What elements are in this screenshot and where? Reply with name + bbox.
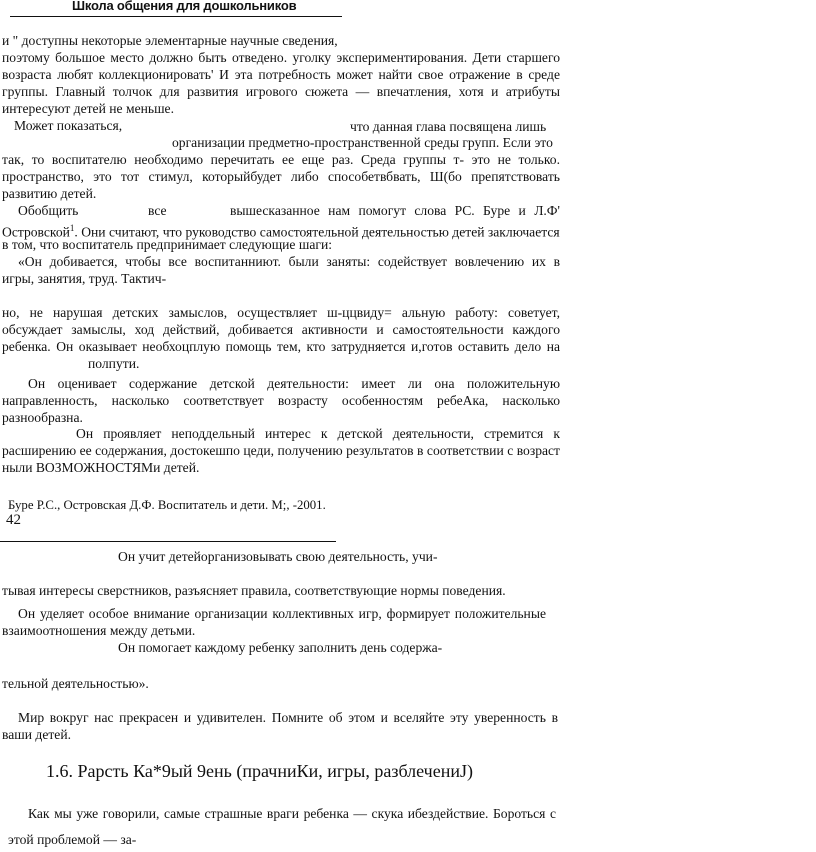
running-header [10, 0, 342, 17]
text-line: тывая интересы сверстников, разъясняет правила, соответствующие нормы поведения. [2, 583, 506, 598]
text-line: взаимоотношения между детьми. [2, 623, 196, 638]
text-line: Мир вокруг нас прекрасен и удивителен. Помните об этом и вселяйте эту уверенность в [18, 710, 558, 725]
text-line: группы. Главный толчок для развития игрового сюжета — впечатления, хотя и атрибуты [2, 84, 560, 99]
text-run: . Они считают, что руководство самостоятельной деятельностью детей заключается [74, 224, 560, 240]
text-line: полпути. [88, 356, 140, 371]
text-line: разнообразна. [2, 410, 83, 425]
text-line: ныли ВОЗМОЖНОСТЯМи детей. [2, 460, 200, 475]
text-line: этой проблемой — за- [8, 832, 137, 847]
text-line: Обобщить [18, 203, 79, 218]
text-line: ребенка. Он оказывает необхоцплую помощь тем, кто затрудняется и,готов оставить дело на [2, 339, 560, 354]
text-line: обсуждает замыслы, ход действий, добивается активности и самостоятельности каждого [2, 322, 560, 337]
text-line: тельной деятельностью». [2, 676, 149, 691]
text-line: что данная глава посвящена лишь [350, 119, 547, 134]
text-line: и " доступны некоторые элементарные научные сведения, [2, 33, 338, 48]
text-line: «Он добивается, чтобы все воспитанниют. были заняты: содействует вовлечению их в [18, 254, 560, 269]
footnote: Буре Р.С., Островская Д.Ф. Воспитатель и дети. М;, -2001. [8, 498, 326, 512]
text-line: Он проявляет неподдельный интерес к детской деятельности, стремится к [76, 426, 560, 441]
text-line: организации предметно-пространственной среды групп. Если это [172, 135, 553, 150]
text-line: развитию детей. [2, 186, 97, 201]
text-line: возраста любят коллекционировать' И эта потребность может найти свое отражение в среде [2, 67, 560, 82]
text-line: пространство, это тот стимул, которыйбудет либо способетвбвать, Ш(бо препятствовать [2, 169, 560, 184]
running-header-title: Школа общения для дошкольников [72, 0, 297, 13]
text-line: все [148, 203, 167, 218]
section-heading: 1.6. Рарсть Ка*9ый 9ень (прачниКи, игры, разблечениJ) [46, 761, 473, 781]
text-line: вышесказанное нам помогут слова PC. Буре и Л.Ф' [230, 203, 560, 218]
footnote-marker: 1 [69, 223, 75, 233]
page-number: 42 [6, 512, 21, 528]
text-line: так, то воспитателю необходимо перечитать ее еще раз. Среда группы т- это не только. [2, 152, 560, 167]
text-line: Он помогает каждому ребенку заполнить день содержа- [118, 640, 443, 655]
text-line: но, не нарушая детских замыслов, осуществляет ш-ццвиду= альную работу: советует, [2, 305, 560, 320]
text-line: расширению ее содержания, достокешпо цеди, получению результатов в соответствии с возраст [2, 443, 560, 458]
text-run: Островской [2, 224, 70, 240]
text-line: ваши детей. [2, 727, 72, 742]
text-line: Он уделяет особое внимание организации коллективных игр, формирует положительные [18, 606, 546, 621]
text-line: интересуют детей не меньше. [2, 101, 174, 116]
text-line: Как мы уже говорили, самые страшные враги ребенка — скука ибездействие. Бороться с [28, 806, 556, 821]
page-divider [0, 541, 336, 542]
text-line: Он оценивает содержание детской деятельности: имеет ли она положительную [28, 376, 560, 391]
text-line: направленность, насколько соответствует возрасту особенностям ребеАка, насколько [2, 393, 560, 408]
text-line: поэтому большое место должно быть отведено. уголку экспериментирования. Дети старшего [2, 50, 560, 65]
text-line: игры, занятия, труд. Тактич- [2, 271, 167, 286]
text-line: Может показаться, [14, 118, 123, 133]
text-line: в том, что воспитатель предпринимает следующие шаги: [2, 237, 332, 252]
text-line: Он учит детейорганизовывать свою деятельность, учи- [118, 549, 438, 564]
